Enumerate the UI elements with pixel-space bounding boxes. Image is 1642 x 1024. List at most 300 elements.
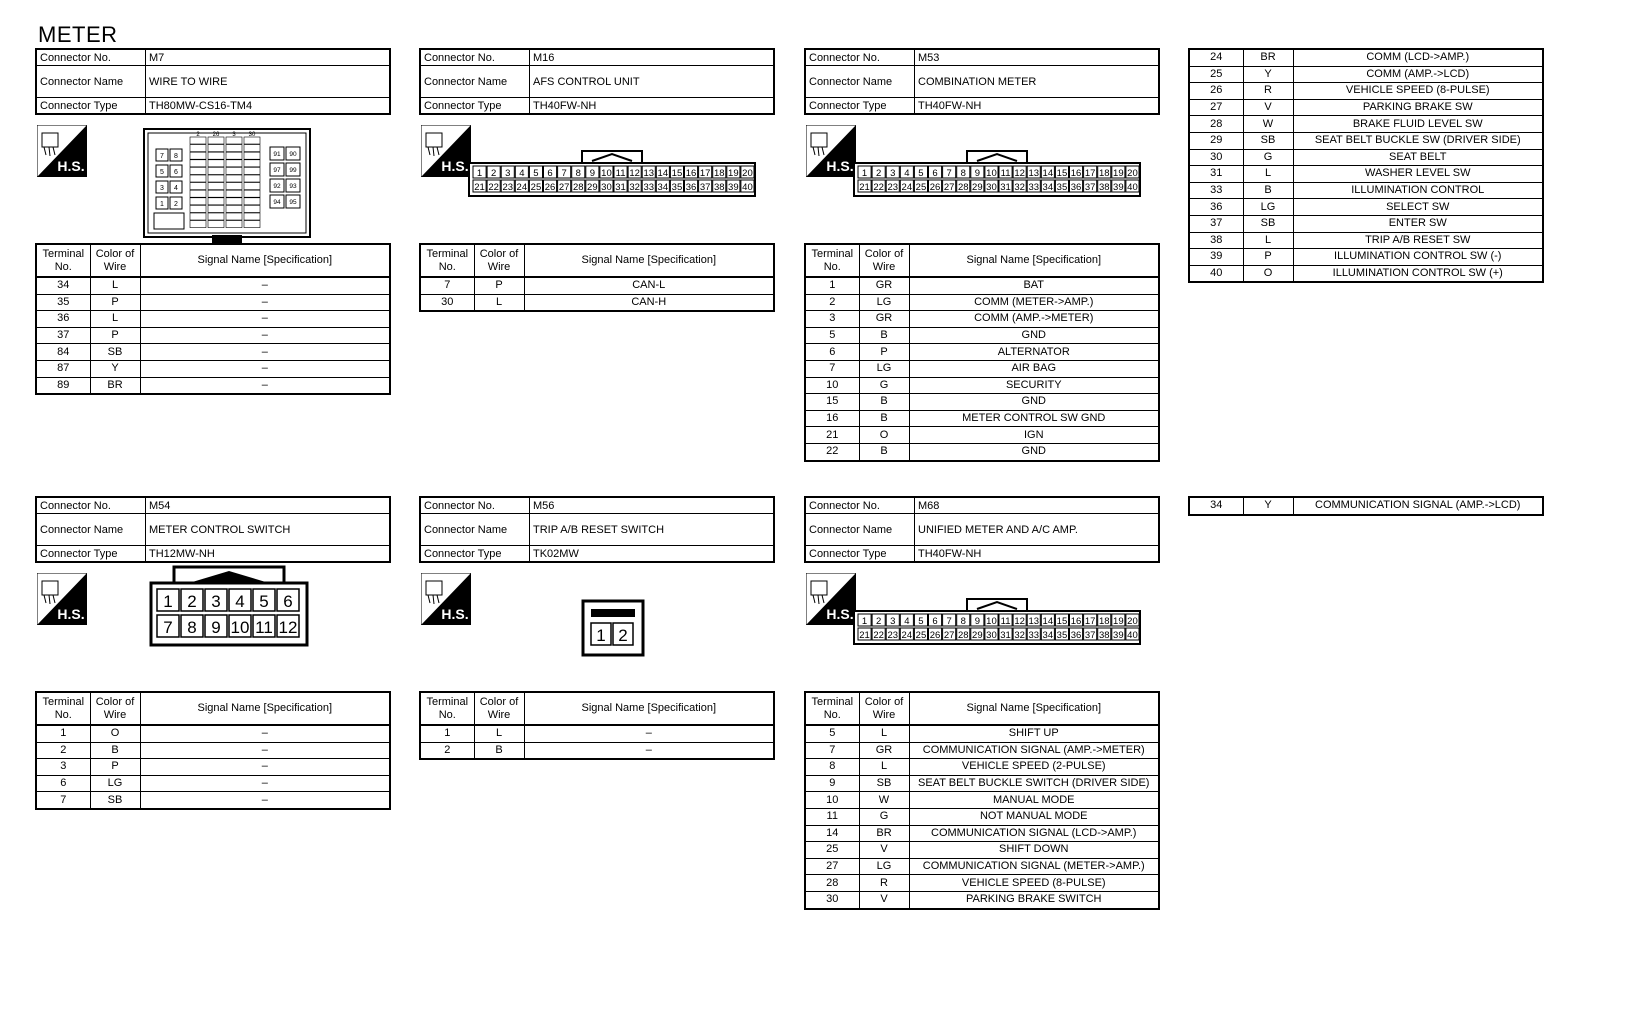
table-row [1189, 116, 1543, 133]
pin-label: 11 [1000, 616, 1011, 627]
table-row [36, 327, 390, 344]
pin-label: 7 [163, 618, 173, 637]
pin-label: 10 [986, 168, 997, 179]
svg-text:3: 3 [160, 185, 164, 192]
color-of-wire-header: Color of Wire [90, 244, 140, 277]
signal-name: VEHICLE SPEED (8-PULSE) [909, 875, 1159, 892]
pin-label: 24 [901, 182, 913, 193]
connector-diagram [35, 563, 391, 691]
pin-label: 16 [685, 168, 697, 179]
terminal-no: 89 [36, 377, 90, 394]
pin-label: 8 [960, 616, 966, 627]
pin-label: 21 [859, 630, 870, 641]
terminal-no: 6 [805, 344, 859, 361]
terminal-no: 10 [805, 377, 859, 394]
signal-name: ILLUMINATION CONTROL SW (+) [1293, 265, 1543, 282]
signal-name-header: Signal Name [Specification] [524, 244, 774, 277]
connector-type-value: TH80MW-CS16-TM4 [146, 98, 391, 115]
pin-label: 12 [629, 168, 640, 179]
terminal-no: 36 [1189, 199, 1243, 216]
pin-label: 23 [887, 630, 899, 641]
wire-color: Y [1243, 497, 1293, 515]
signal-name: COMM (AMP.->METER) [909, 311, 1159, 328]
svg-text:6: 6 [174, 169, 178, 176]
pin-label: 13 [1028, 616, 1040, 627]
pin-label: 31 [1000, 630, 1011, 641]
terminal-no: 10 [805, 792, 859, 809]
terminal-no-header: Terminal No. [420, 692, 474, 725]
signal-name: COMM (LCD->AMP.) [1293, 49, 1543, 66]
table-row [805, 742, 1159, 759]
pin-label: 23 [887, 182, 899, 193]
connector-name-value: METER CONTROL SWITCH [146, 514, 391, 546]
wire-color: SB [1243, 215, 1293, 232]
terminal-no: 8 [805, 759, 859, 776]
pin-label: 12 [1014, 168, 1025, 179]
signal-name: – [524, 742, 774, 759]
pin-label: 15 [1056, 616, 1068, 627]
pin-label: 3 [211, 592, 221, 611]
terminal-no: 39 [1189, 249, 1243, 266]
table-row [805, 311, 1159, 328]
svg-text:26: 26 [212, 132, 220, 138]
wire-color: P [474, 277, 524, 294]
wire-color: G [1243, 149, 1293, 166]
connector-diagram [35, 115, 391, 243]
pin-label: 28 [957, 182, 969, 193]
table-row [805, 344, 1159, 361]
connector-no-label: Connector No. [36, 497, 146, 514]
connector-name-value: WIRE TO WIRE [146, 66, 391, 98]
pin-label: 12 [278, 618, 298, 637]
pin-label: 14 [1042, 168, 1054, 179]
pin-label: 35 [671, 182, 683, 193]
table-row [805, 725, 1159, 742]
pin-label: 39 [728, 182, 739, 193]
pin-label: 15 [1056, 168, 1068, 179]
connector-no-value: M68 [915, 497, 1160, 514]
terminal-no: 2 [36, 742, 90, 759]
signal-name-header: Signal Name [Specification] [524, 692, 774, 725]
table-row [805, 427, 1159, 444]
terminal-no: 1 [36, 725, 90, 742]
pin-label: 36 [685, 182, 697, 193]
terminal-no: 7 [805, 360, 859, 377]
wire-color: B [859, 327, 909, 344]
table-row [1189, 215, 1543, 232]
signal-name: AIR BAG [909, 360, 1159, 377]
connector-diagram [804, 563, 1160, 691]
pin-label: 2 [618, 626, 628, 645]
wire-color: O [1243, 265, 1293, 282]
table-row [420, 725, 774, 742]
pin-label: 19 [1113, 616, 1124, 627]
hs-label: H.S. [57, 606, 85, 622]
connector-type-value: TH40FW-NH [915, 546, 1160, 563]
pin-label: 4 [519, 168, 525, 179]
pin-label: 13 [1028, 168, 1040, 179]
wire-color: L [474, 294, 524, 311]
connector-block-m56 [419, 496, 775, 760]
terminal-no: 3 [805, 311, 859, 328]
connector-type-value: TK02MW [530, 546, 775, 563]
signal-name: METER CONTROL SW GND [909, 410, 1159, 427]
pin-label: 21 [859, 182, 870, 193]
table-row [1189, 66, 1543, 83]
pin-label: 40 [1127, 630, 1138, 641]
connector-type-value: TH40FW-NH [530, 98, 775, 115]
table-row [805, 327, 1159, 344]
terminal-no: 21 [805, 427, 859, 444]
pin-label: 37 [699, 182, 711, 193]
pin-label: 30 [986, 630, 997, 641]
table-row [1189, 249, 1543, 266]
pin-label: 5 [533, 168, 539, 179]
connector-type-label: Connector Type [420, 546, 530, 563]
hs-label: H.S. [826, 606, 854, 622]
terminal-no: 1 [420, 725, 474, 742]
connector-type-label: Connector Type [805, 98, 915, 115]
terminal-no: 2 [805, 294, 859, 311]
svg-text:1: 1 [160, 201, 164, 208]
signal-name: – [140, 759, 390, 776]
pin-label: 1 [861, 168, 868, 179]
connector-no-value: M56 [530, 497, 775, 514]
connector-info [35, 48, 391, 115]
color-of-wire-header: Color of Wire [474, 692, 524, 725]
signal-name-header: Signal Name [Specification] [909, 244, 1159, 277]
terminal-no: 5 [805, 725, 859, 742]
svg-text:5: 5 [160, 169, 164, 176]
terminal-no: 26 [1189, 83, 1243, 100]
wire-color: V [859, 891, 909, 908]
signal-name: ALTERNATOR [909, 344, 1159, 361]
signal-name: TRIP A/B RESET SW [1293, 232, 1543, 249]
terminal-no: 15 [805, 394, 859, 411]
pin-label: 26 [544, 182, 556, 193]
signal-name: WASHER LEVEL SW [1293, 166, 1543, 183]
pin-label: 24 [516, 182, 528, 193]
signal-name: GND [909, 394, 1159, 411]
table-row [36, 311, 390, 328]
wire-color: B [859, 443, 909, 460]
signal-name: – [140, 344, 390, 361]
connector-type-label: Connector Type [420, 98, 530, 115]
connector-m56-diagram [581, 599, 645, 657]
wire-color: LG [859, 294, 909, 311]
wire-color: P [90, 327, 140, 344]
terminal-no: 38 [1189, 232, 1243, 249]
connector-name-value: COMBINATION METER [915, 66, 1160, 98]
signal-name: ILLUMINATION CONTROL SW (-) [1293, 249, 1543, 266]
harness-side-icon [421, 125, 471, 177]
pin-label: 1 [163, 592, 173, 611]
wire-color: L [90, 311, 140, 328]
svg-text:94: 94 [273, 199, 281, 206]
signal-name: – [524, 725, 774, 742]
table-row [1189, 199, 1543, 216]
connector-type-value: TH40FW-NH [915, 98, 1160, 115]
pin-label: 20 [742, 168, 753, 179]
pin-label: 2 [876, 616, 882, 627]
wire-color: W [859, 792, 909, 809]
connector-no-value: M54 [146, 497, 391, 514]
wire-color: B [859, 394, 909, 411]
pin-label: 20 [1127, 616, 1138, 627]
pin-label: 8 [187, 618, 197, 637]
wire-color: R [859, 875, 909, 892]
pin-label: 33 [1028, 182, 1040, 193]
harness-side-icon [421, 573, 471, 625]
pin-label: 35 [1056, 182, 1068, 193]
pin-label: 38 [1098, 630, 1110, 641]
connector-block-m54 [35, 496, 391, 810]
connector-type-value: TH12MW-NH [146, 546, 391, 563]
table-row [805, 825, 1159, 842]
terminal-no: 33 [1189, 182, 1243, 199]
terminal-table [804, 691, 1160, 910]
pin-label: 9 [589, 168, 595, 179]
connector-m7-diagram [142, 127, 312, 247]
pin-label: 16 [1070, 616, 1082, 627]
pin-label: 38 [1098, 182, 1110, 193]
pin-label: 4 [235, 592, 245, 611]
pin-label: 1 [861, 616, 868, 627]
wire-color: LG [859, 360, 909, 377]
harness-side-icon [806, 125, 856, 177]
signal-name-header: Signal Name [Specification] [909, 692, 1159, 725]
wire-color: SB [90, 344, 140, 361]
wire-color: L [90, 277, 140, 294]
pin-label: 2 [187, 592, 197, 611]
svg-text:92: 92 [273, 183, 281, 190]
svg-text:93: 93 [289, 183, 297, 190]
signal-name: COMMUNICATION SIGNAL (LCD->AMP.) [909, 825, 1159, 842]
color-of-wire-header: Color of Wire [859, 692, 909, 725]
connector-no-label: Connector No. [805, 49, 915, 66]
pin-label: 2 [876, 168, 882, 179]
signal-name: ILLUMINATION CONTROL [1293, 182, 1543, 199]
wire-color: P [859, 344, 909, 361]
table-row [805, 842, 1159, 859]
pin-label: 25 [530, 182, 542, 193]
signal-name-header: Signal Name [Specification] [140, 244, 390, 277]
pin-label: 32 [1014, 630, 1025, 641]
wire-color: SB [90, 792, 140, 809]
table-row [36, 294, 390, 311]
signal-name: COMM (METER->AMP.) [909, 294, 1159, 311]
pin-label: 1 [596, 626, 606, 645]
pin-label: 7 [946, 168, 952, 179]
terminal-no: 36 [36, 311, 90, 328]
terminal-no: 31 [1189, 166, 1243, 183]
pin-label: 4 [904, 168, 910, 179]
pin-label: 8 [960, 168, 966, 179]
pin-label: 36 [1070, 182, 1082, 193]
wire-color: SB [1243, 132, 1293, 149]
terminal-no: 30 [420, 294, 474, 311]
pin-label: 22 [873, 630, 884, 641]
color-of-wire-header: Color of Wire [90, 692, 140, 725]
wire-color: P [90, 759, 140, 776]
table-row [805, 294, 1159, 311]
terminal-no-header: Terminal No. [420, 244, 474, 277]
terminal-no: 28 [805, 875, 859, 892]
signal-name: – [140, 311, 390, 328]
signal-name: – [140, 360, 390, 377]
hs-label: H.S. [441, 158, 469, 174]
terminal-no: 84 [36, 344, 90, 361]
terminal-no: 35 [36, 294, 90, 311]
wire-color: G [859, 377, 909, 394]
pin-label: 40 [1127, 182, 1138, 193]
pin-label: 11 [1000, 168, 1011, 179]
terminal-no-header: Terminal No. [36, 244, 90, 277]
table-row [805, 808, 1159, 825]
signal-name: IGN [909, 427, 1159, 444]
table-row [805, 775, 1159, 792]
signal-name: MANUAL MODE [909, 792, 1159, 809]
wire-color: G [859, 808, 909, 825]
connector-diagram [419, 115, 775, 243]
table-row [1189, 83, 1543, 100]
pin-label: 10 [230, 618, 250, 637]
table-row [1189, 149, 1543, 166]
table-row [1189, 132, 1543, 149]
pin-label: 32 [1014, 182, 1025, 193]
pin-label: 30 [986, 182, 997, 193]
terminal-no: 27 [805, 858, 859, 875]
connector-no-label: Connector No. [805, 497, 915, 514]
signal-name: VEHICLE SPEED (2-PULSE) [909, 759, 1159, 776]
pin-label: 18 [1098, 616, 1110, 627]
table-row [36, 344, 390, 361]
wire-color: P [90, 294, 140, 311]
terminal-no: 16 [805, 410, 859, 427]
wire-color: GR [859, 742, 909, 759]
wire-color: BR [859, 825, 909, 842]
table-row [36, 742, 390, 759]
signal-name: SEAT BELT BUCKLE SW (DRIVER SIDE) [1293, 132, 1543, 149]
terminal-no: 37 [1189, 215, 1243, 232]
wire-color: P [1243, 249, 1293, 266]
svg-text:8: 8 [174, 153, 178, 160]
terminal-no: 7 [420, 277, 474, 294]
connector-info [35, 496, 391, 563]
pin-label: 5 [918, 168, 924, 179]
signal-name: – [140, 377, 390, 394]
connector-type-label: Connector Type [805, 546, 915, 563]
connector-no-label: Connector No. [420, 497, 530, 514]
signal-name: – [140, 277, 390, 294]
signal-name: SEAT BELT BUCKLE SWITCH (DRIVER SIDE) [909, 775, 1159, 792]
table-row [1189, 49, 1543, 66]
pin-label: 30 [601, 182, 612, 193]
terminal-table [35, 243, 391, 395]
wire-color: Y [1243, 66, 1293, 83]
pin-label: 19 [1113, 168, 1124, 179]
terminal-no: 37 [36, 327, 90, 344]
terminal-table [35, 691, 391, 810]
table-row [1189, 182, 1543, 199]
connector-no-value: M16 [530, 49, 775, 66]
pin-label: 25 [915, 630, 927, 641]
table-row [36, 725, 390, 742]
pin-label: 13 [643, 168, 655, 179]
connector-diagram [804, 115, 1160, 243]
terminal-no-header: Terminal No. [805, 244, 859, 277]
wire-color: O [90, 725, 140, 742]
terminal-no: 30 [1189, 149, 1243, 166]
signal-name: COMMUNICATION SIGNAL (METER->AMP.) [909, 858, 1159, 875]
terminal-no-header: Terminal No. [805, 692, 859, 725]
continuation-table-top [1188, 48, 1544, 283]
wire-color: B [90, 742, 140, 759]
connector-info [419, 48, 775, 115]
pin-label: 2 [491, 168, 497, 179]
wire-color: W [1243, 116, 1293, 133]
wire-color: BR [90, 377, 140, 394]
terminal-no: 5 [805, 327, 859, 344]
signal-name: VEHICLE SPEED (8-PULSE) [1293, 83, 1543, 100]
pin-label: 28 [572, 182, 584, 193]
pin-label: 26 [929, 182, 941, 193]
table-row [805, 792, 1159, 809]
svg-text:4: 4 [174, 185, 178, 192]
wire-color: Y [90, 360, 140, 377]
connector-name-label: Connector Name [36, 66, 146, 98]
wire-color: BR [1243, 49, 1293, 66]
signal-name: – [140, 327, 390, 344]
pin-label: 18 [1098, 168, 1110, 179]
connector-name-label: Connector Name [805, 66, 915, 98]
pin-label: 14 [1042, 616, 1054, 627]
terminal-no: 25 [805, 842, 859, 859]
pin-label: 33 [1028, 630, 1040, 641]
svg-text:2: 2 [174, 201, 178, 208]
connector-diagram [419, 563, 775, 691]
pin-label: 19 [728, 168, 739, 179]
terminal-no: 3 [36, 759, 90, 776]
pin-label: 10 [986, 616, 997, 627]
wire-color: B [474, 742, 524, 759]
table-row [805, 394, 1159, 411]
pin-label: 29 [587, 182, 598, 193]
pin-label: 29 [972, 630, 983, 641]
table-row [805, 891, 1159, 908]
wire-color: LG [859, 858, 909, 875]
pin-label: 14 [657, 168, 669, 179]
table-row [805, 875, 1159, 892]
color-of-wire-header: Color of Wire [474, 244, 524, 277]
pin-label: 33 [643, 182, 655, 193]
terminal-no: 25 [1189, 66, 1243, 83]
wire-color: GR [859, 311, 909, 328]
terminal-table [419, 691, 775, 760]
svg-text:95: 95 [289, 199, 297, 206]
connector-info [419, 496, 775, 563]
wire-color: GR [859, 277, 909, 294]
pin-label: 34 [1042, 182, 1054, 193]
pin-label: 27 [558, 182, 570, 193]
terminal-no: 34 [1189, 497, 1243, 515]
wire-color: L [1243, 166, 1293, 183]
connector-type-label: Connector Type [36, 546, 146, 563]
pin-label: 17 [1084, 168, 1096, 179]
connector-block-m7 [35, 48, 391, 395]
signal-name: – [140, 294, 390, 311]
signal-name: GND [909, 327, 1159, 344]
